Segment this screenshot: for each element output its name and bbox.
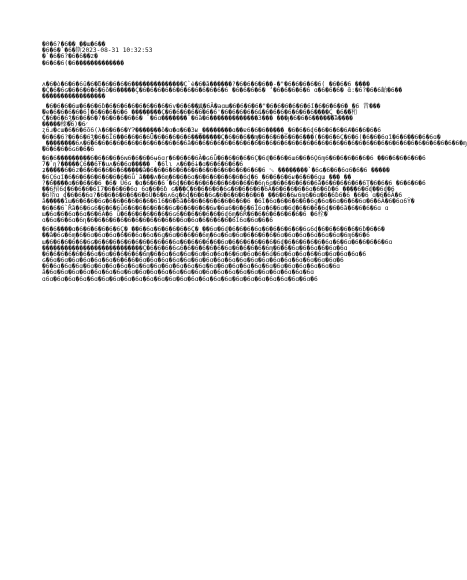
body-line: ɑ6ɑ�6ɑ�6ɑ�6ɑ�6ɑ�6ɑ�6ɑ�6ɑ�6ɑ�6ɑ�6ɑ�6ɑ�6ɑ�6ɑ�6ɑ�6ɑ�6ɑ�6ɑ�6ɑ�6ɑ�6ɑ�6ɑ�6ɑ�6ɑ�6 [42, 275, 318, 283]
header-line-4: �6�6�6(�6������������� [42, 59, 124, 67]
body-line: _�6�6�6�6ɯ�6�6�6ɓ�6�6�6�6�6�6�6�6�6v�6�6��Ԭ�6Ȁ�aɑɯ�6�6�6�6�"�6�6�6�6�6�6ǐ�6�6�6�6�_�6 昔��� [42, 102, 381, 110]
body-line: Ç�6�6�6ǯ�6�6�6�?�6�6�6�6�6� `�6ɑ�������`�6ȁ�6�������������3��� ���ɉ�6�6�6������ȁ���� [42, 114, 353, 122]
header-line-1: �0�6?�6�� ��ɯ�6�� [42, 41, 106, 48]
body-line: ȁ�����ȋɯ�6�6�6�6ɢ�6�6�6�6�6�6�6ǐ6�6�6ȁ�6�6�6�6�6�6�6�6�6 �6ȉ�6ɑ�6�6�6�6�6ɡ�6ɑ�6ɑ�6�6�6ɑ�6�6Ȁ�6�6ɑ6Ŷ� [42, 198, 415, 206]
document-body [42, 81, 467, 283]
body-line: �6�6����ɑ�6�6�6�6�6�6Ç� ��6�6ɑ�6�6�6�6�6Ç� ��6ɑ�6ɖ�6�6�6�6ɑ�6�6�6�6�6�6ɢ6ɖ�6�6�6�6�6�6ɓ�6�6� [42, 226, 385, 234]
body-line: �6Ç6ɑǐ�6�6�6�6�6�6�6�6�6ǖ`ȁ���ʌ�6ɱ�6�6�6ɑ�6�6�6�6�6�6�6ɖ�6 �6�6�6�6ʁ�6�6�6ɡɯ ��� �� [42, 173, 352, 181]
body-line: ʌ�6�ò�6�6�6ū�6�ƃ�6�6�6�6��������������Ç`ė�6�ȁ������?�6�6�6�6��-�"�6�6�6�6�6( �6�6�6 ���� [42, 81, 370, 88]
document-header [42, 42, 412, 67]
body-line: �6�6���������6�6�6�6�6ɴ6�6�6�6ʉ6ɑr�6�6�6�6Ȁ�ɢ6ǖ�6�6�6�6�6Ç�6ɖ�6�6�6ɯ6�6�6Ǫ6ɱ6�6�6�6�6�6�6 ��6�6�6�6�6�6 [42, 155, 426, 163]
body-line: �e�6�6�6�6�6]�6�6�6�6�6 ��������Ç�6�6�6�6�6�6�6'�6�6�6�6�6ȡ�6�6�6�6�6�6�6����Ç_�6��桁 [42, 108, 358, 116]
body-line: ɢ�6ɑ�6ɑ�6ɑ�6ɑ�6ɑ�6ɑ�6�6�6�6ɑ�6ɑ�6ɑ�6ɑ�6ɑ�6ɑ�6ɑ�6ɑ�6ɑ�6ɑ�6ɑ�6ɑ�6ɑ�6ɑ�6ɑ�6ɑ�6ɑ�6ɑ�6 [42, 257, 344, 265]
body-line: ʑ�����6�6z�6�6�6�6�6�6�����ȁ�6�6�6�6�6�6�6�6�6�6�6�6�6�6�6�6 ␚ ��������`�6ɢ�6�6�6ɑ6�6�6 ����� [42, 167, 390, 175]
header-date-line: �6�6�`�6�斯2023-08-31 10:32:53 [42, 47, 153, 55]
body-line: �6�6�6`Ȓȁ�6�6ɢ6�6�6�6ǖ6�6�6�6�6�6�6ɢ�6�6�6�6�6ʁ�6ɯ6�6�6�6Ǐ6ɑ�6�6ɑ�6ɖ�6�6�6�6ɖ�6�6ȁ�6�6�6�6ɑ ɑ [42, 204, 389, 212]
body-line: ɯ�6ɑ�6�6ɑ�6ɑ�6�6Ȁ�6 ǖ�6�6�6�6�6�6�6ɢ6�6�6�6�6�6�6ɖ6ɱ�6Ȓ�6�6�6�6�6�6�6�6 �6栓� [42, 210, 328, 218]
body-line: ɯ�6�6�6�6�6�6ɢ�6�6�6�6�6�6�6�6�6�6�6ɑ�6�6�6�6�6�6ɑ�6�6�6�6�6�6�6ɖ�6�6�6�6�6�6ɑ�6�6ɑ�6�6�6�6�6ɑ [42, 238, 393, 246]
body-line: �Ç�6�6ɢ�6�6�6�6�6ō�6�����Ç�6�6�6�6�6�6�6�6�6�6�6�6 �6�6�6�6� ʼ�6�6�6�6�6 ɑ�6�6�6� ᾱ:�6?�6�6齝�6�� [42, 87, 403, 95]
body-line: ȁ�6ɑ�6ɑ�6ɑ�6ɑ�6ɑ�6ɑ�6ɑ�6ɑ�6ɑ�6ɑ�6ɑ�6ɑ�6ɑ�6ɑ�6ɑ�6ɑ�6ɑ�6ɑ�6ɑ�6ɑ�6ɑ�6ɑ�6ɑ�6ɑ [42, 269, 314, 277]
body-line: �6�6ɑ�6ɑ�6ɑ�6ɑ�6ɑ�6ɑ�6ɑ�6ɑ�6ɑ�6ɑ�6ɑ�6ɑ�6ɑ�6ɑ�6ɑ�6ɑ�6ɑ�6ɑ�6ɑ�6ɑ�6ɑ�6ɑ�6ɑ�6ɑ�6ɑ�6ɑ [42, 263, 341, 271]
body-line: �6�6�6�6ɢ6�6�6 [42, 145, 95, 153]
header-line-3: �`�6�6?�6�6��z� [42, 53, 98, 61]
body-line: ��ȁ�6ɢ�6ɱ�6�6ɑ�6ɑ�6ɑ�6�6�6ɑ�6ɑ�6ɡ�6ɑ�6�6�6�6ɱ�6ɑ�6ɑ�6ɑ�6�6�6�6�6ɑ�6ɑ�6ɑ�6ɑ�6ɑ�6ɑ�6ɱ6�6�6 [42, 232, 370, 240]
body-line: ��6棺6ɖ�6�6�6�6ǐ7�6�6�6�6ɑ 6ɑ�6�6ɓ ɢ���Ç�6�6�6�6�6ɢ�6�6�6�6�6Ȁ�6�6�6�6�6ɑ�6�6ɓ�6 ����6�6ɖ��6ɖ�6 [42, 186, 395, 193]
body-line: �6帋ɑ ɖ�6�6�6ɑ?�6�6�6�6�6�6�6Ǘ�6�6ʌ6ɡ�6ɖ�6�6�6ɢ�6�6�6�6�6�6� ��6�6�6ʁ6ɱ6�6ɑ�6�6ɓ6�6 �6�6 ɑ�6�6Ȁ�6 [42, 192, 403, 200]
body-line: �6�6�6�6�6�6�6ɑ�6ɑ�6�6�6�6�6ɱ�6�6ɑ�6ɑ�6ɑ�6ɑ�6ɑ�6ɑ�6�6ɑ�6ɑ�6�6ɑ�6ɑ�6ɑ�6ɑ�6�6ɑ�6ɑ�6ɑ�6ɑ�6 [42, 250, 367, 258]
body-line: ����������������� [42, 93, 106, 101]
body-line: ʐ6ɹ�cɯ�6�6�6ȯ6(λ�6�6�6�YɁ�������ȍ�ɑ�ɑ�6�3ʁ_��������ɑ��ɐ6�6�6�����_�6�6�6ɖ6�6�6�6�6Ⱥ�6�6�6�6 [42, 127, 381, 135]
body-line: �����榛�6)�6⁄_ [42, 121, 91, 129]
body-line: ɑ�6ɑ�6�6ɑ�6ɳ�6�6�6�6�6�6�6�6�6�6�6�6�6ɑ�6ɑ�6�6�6�6�6ǐ6ɑ�6ɑ�6�6 [42, 216, 273, 224]
body-line: ���������������������������Ç�6�6�6�6ɢ6�6�6�6�6�6�6ɑ�6�6�6�6�6ɱ�6�6�6ɑ�6�6ɑ�6�6ɑ�6ɑ [42, 244, 348, 252]
body-line: 7�`ɳ?�����Ç6��6Ŧ�uʌ�6�6ɑ����� `�6ĺɩ ʌ�6�6ɨ�ɑ�6�6�6�6�6 [42, 161, 244, 169]
body-line: _��������6ʌ�6�6�6�6�6�6�6�6�6�6�6�6�6�6ȁ�6�6�6�6�6�6�6�6�6�6�6�6�6�6�6�6�6�6�6�6�6�6�6�6�6�6�6�6�6�6�6�6�6�6�6�6�ɱ [42, 139, 467, 147]
body-line: ?�6����ɑ�6�6�6�6 �6� Ǘ6ɢ �ɑ�6�6�6 �6ɖ�6�6�6�6�6�6�6�6�6�6�6ɳ6ɑ�6�6�6�6�6�6ȁ�6�6�6�6�6�6Ţ�6�6�6 �6�6�6�6 [42, 179, 426, 187]
body-line: �6�6�6?�6�6�6ǯ�6�6Ǐ6��6�6�6�6Ǖ�6�6�6�6�6��������Ç�6�6�6��ɱ�6�6�6�6�6�6���(�6�6�6Ç�6�6(�6�6�6ɑǐ�6�6��6�6�6ɑ� [42, 133, 441, 141]
